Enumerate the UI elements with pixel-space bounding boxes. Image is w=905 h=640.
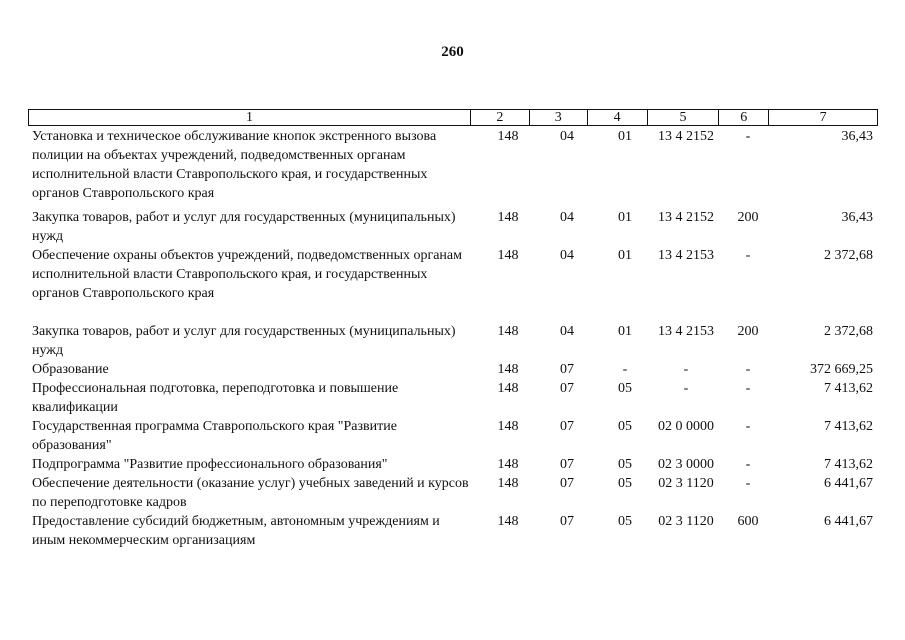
header-cell-5: 5 <box>648 110 720 125</box>
row-code-6: - <box>745 129 751 144</box>
row-code-5: 13 4 2152 <box>658 210 714 225</box>
page-number: 260 <box>441 44 464 60</box>
row-code-3: 04 <box>560 210 574 225</box>
row-code-3: 04 <box>560 324 574 339</box>
row-code-3: 07 <box>560 362 574 377</box>
row-code-3: 07 <box>560 419 574 434</box>
row-amount: 2 372,68 <box>824 324 873 339</box>
row-code-4: 05 <box>618 457 632 472</box>
row-name: Закупка товаров, работ и услуг для государственных (муниципальных) нужд <box>32 324 456 358</box>
row-code-6: - <box>745 457 751 472</box>
row-amount: 7 413,62 <box>824 457 873 472</box>
row-amount: 372 669,25 <box>810 362 873 377</box>
row-amount: 7 413,62 <box>824 419 873 434</box>
row-name: Подпрограмма "Развитие профессионального образования" <box>32 457 388 472</box>
header-cell-3: 3 <box>530 110 588 125</box>
row-amount: 2 372,68 <box>824 248 873 263</box>
row-name: Обеспечение охраны объектов учреждений, подведомственных органам исполнительной власти Ставропольского края, и государственных органов Ставропольского края <box>32 248 463 301</box>
row-code-6: 600 <box>737 514 759 529</box>
row-code-5: 02 3 0000 <box>658 457 714 472</box>
row-name: Предоставление субсидий бюджетным, автономным учреждениям и иным некоммерческим организациям <box>32 514 440 548</box>
row-code-4: - <box>622 362 628 377</box>
row-code-2: 148 <box>497 476 519 491</box>
row-code-4: 05 <box>618 381 632 396</box>
row-code-6: - <box>745 419 751 434</box>
row-code-6: 200 <box>737 324 759 339</box>
header-cell-7: 7 <box>819 110 827 125</box>
row-code-5: - <box>683 381 689 396</box>
row-name: Профессиональная подготовка, переподготовка и повышение квалификации <box>32 381 399 415</box>
row-code-4: 05 <box>618 419 632 434</box>
row-name: Закупка товаров, работ и услуг для государственных (муниципальных) нужд <box>32 210 456 244</box>
row-code-6: 200 <box>737 210 759 225</box>
row-name: Образование <box>32 362 109 377</box>
row-code-3: 07 <box>560 514 574 529</box>
row-name: Государственная программа Ставропольского края "Развитие образования" <box>32 419 397 453</box>
row-code-4: 05 <box>618 514 632 529</box>
header-cell-4: 4 <box>588 110 648 125</box>
row-name: Установка и техническое обслуживание кнопок экстренного вызова полиции на объектах учреждений, подведомственных органам исполнительной власти Ставропольского края, и государственных органов Ставропольского края <box>32 129 437 201</box>
row-code-3: 04 <box>560 248 574 263</box>
row-code-3: 07 <box>560 381 574 396</box>
row-amount: 6 441,67 <box>824 514 873 529</box>
row-code-5: 13 4 2153 <box>658 324 714 339</box>
row-code-5: 13 4 2153 <box>658 248 714 263</box>
row-code-3: 04 <box>560 129 574 144</box>
row-amount: 36,43 <box>841 210 873 225</box>
row-code-5: 13 4 2152 <box>658 129 714 144</box>
row-code-2: 148 <box>497 514 519 529</box>
row-code-2: 148 <box>497 457 519 472</box>
row-code-5: - <box>683 362 689 377</box>
row-code-4: 01 <box>618 248 632 263</box>
row-code-2: 148 <box>497 381 519 396</box>
row-code-5: 02 3 1120 <box>658 476 714 491</box>
header-cell-6: 6 <box>719 110 769 125</box>
row-code-6: - <box>745 476 751 491</box>
row-code-6: - <box>745 248 751 263</box>
row-code-3: 07 <box>560 457 574 472</box>
row-code-3: 07 <box>560 476 574 491</box>
row-code-5: 02 3 1120 <box>658 514 714 529</box>
row-code-2: 148 <box>497 210 519 225</box>
row-code-4: 01 <box>618 210 632 225</box>
row-code-2: 148 <box>497 129 519 144</box>
row-code-4: 01 <box>618 129 632 144</box>
row-code-4: 01 <box>618 324 632 339</box>
header-cell-2: 2 <box>471 110 530 125</box>
table-header <box>28 109 878 126</box>
row-amount: 6 441,67 <box>824 476 873 491</box>
row-amount: 36,43 <box>841 129 873 144</box>
row-code-2: 148 <box>497 324 519 339</box>
row-code-2: 148 <box>497 362 519 377</box>
row-code-4: 05 <box>618 476 632 491</box>
row-amount: 7 413,62 <box>824 381 873 396</box>
row-code-2: 148 <box>497 419 519 434</box>
row-code-6: - <box>745 381 751 396</box>
row-code-5: 02 0 0000 <box>658 419 714 434</box>
row-name: Обеспечение деятельности (оказание услуг) учебных заведений и курсов по переподготовке кадров <box>32 476 469 510</box>
header-cell-1: 1 <box>29 110 471 125</box>
row-code-6: - <box>745 362 751 377</box>
row-code-2: 148 <box>497 248 519 263</box>
